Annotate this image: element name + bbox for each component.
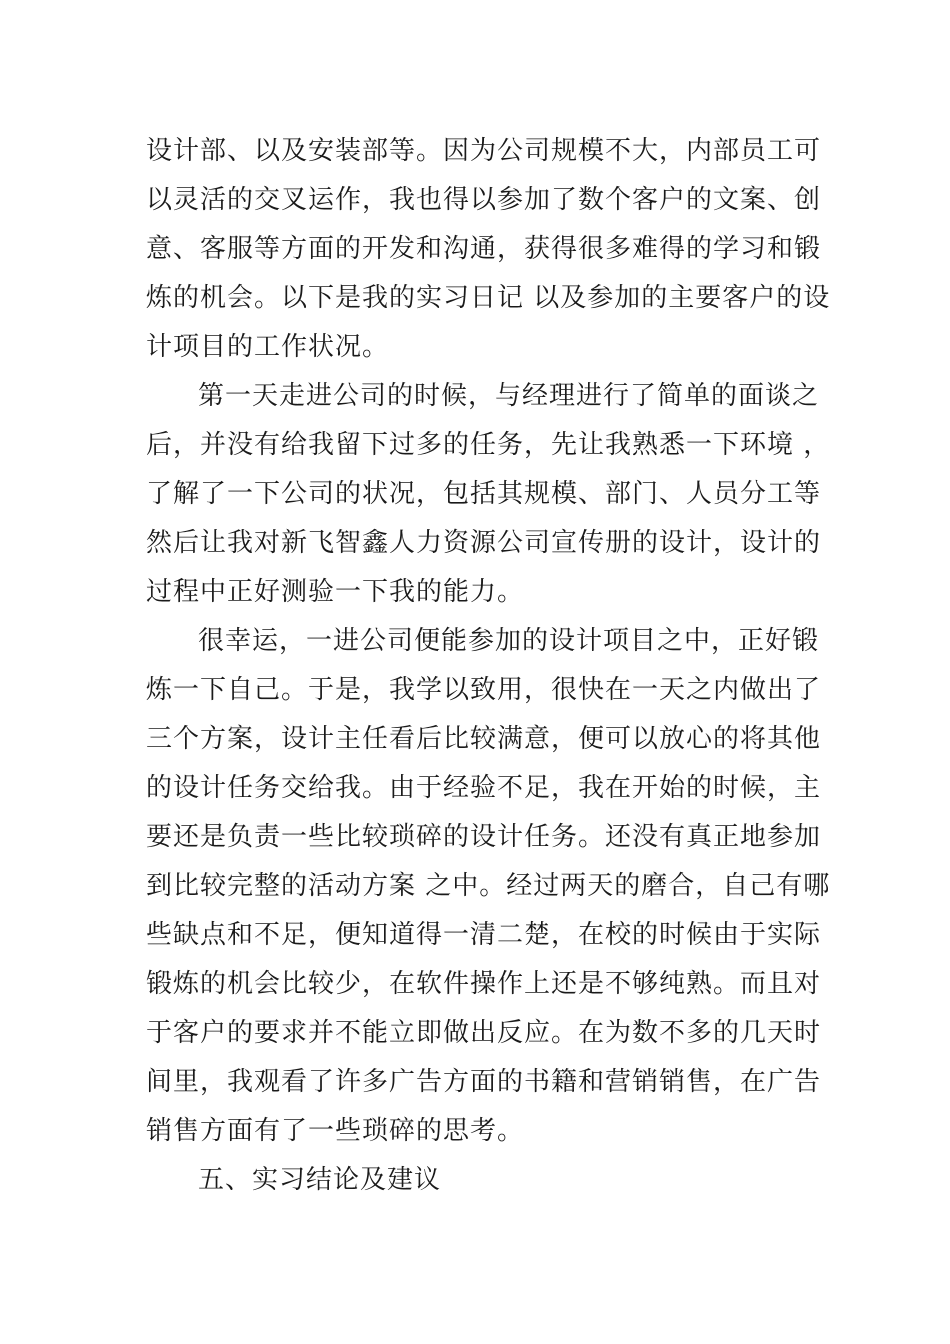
paragraph-line: 销售方面有了一些琐碎的思考。 <box>146 1116 525 1146</box>
paragraph-line: 的设计任务交给我。由于经验不足，我在开始的时候，主 <box>146 773 822 803</box>
paragraph-line: 意、客服等方面的开发和沟通，获得很多难得的学习和锻 <box>146 234 822 264</box>
paragraph-line: 炼的机会。以下是我的实习日记 以及参加的主要客户的设 <box>146 283 831 313</box>
paragraph-line: 间里，我观看了许多广告方面的书籍和营销销售，在广告 <box>146 1067 822 1097</box>
paragraph-line: 过程中正好测验一下我的能力。 <box>146 577 525 607</box>
paragraph-line: 三个方案，设计主任看后比较满意，便可以放心的将其他 <box>146 724 822 754</box>
body-text <box>146 127 831 1205</box>
paragraph-first-line: 很幸运，一进公司便能参加的设计项目之中，正好锻 <box>198 626 820 656</box>
section-heading: 五、实习结论及建议 <box>198 1165 442 1195</box>
paragraph-line: 了解了一下公司的状况，包括其规模、部门、人员分工等 <box>146 479 822 509</box>
paragraph-line: 于客户的要求并不能立即做出反应。在为数不多的几天时 <box>146 1018 822 1048</box>
paragraph-line: 然后让我对新飞智鑫人力资源公司宣传册的设计，设计的 <box>146 528 822 558</box>
paragraph-line: 炼一下自己。于是，我学以致用，很快在一天之内做出了 <box>146 675 822 705</box>
paragraph-line: 以灵活的交叉运作，我也得以参加了数个客户的文案、创 <box>146 185 822 215</box>
paragraph-line: 锻炼的机会比较少，在软件操作上还是不够纯熟。而且对 <box>146 969 822 999</box>
paragraph-line: 到比较完整的活动方案 之中。经过两天的磨合，自己有哪 <box>146 871 831 901</box>
paragraph-line: 计项目的工作状况。 <box>146 332 390 362</box>
paragraph-line: 后，并没有给我留下过多的任务，先让我熟悉一下环境 ， <box>146 430 831 460</box>
paragraph-line: 些缺点和不足，便知道得一清二楚，在校的时候由于实际 <box>146 920 822 950</box>
paragraph-line: 要还是负责一些比较琐碎的设计任务。还没有真正地参加 <box>146 822 822 852</box>
paragraph-line: 设计部、以及安装部等。因为公司规模不大，内部员工可 <box>146 136 822 166</box>
paragraph-first-line: 第一天走进公司的时候，与经理进行了简单的面谈之 <box>198 381 820 411</box>
